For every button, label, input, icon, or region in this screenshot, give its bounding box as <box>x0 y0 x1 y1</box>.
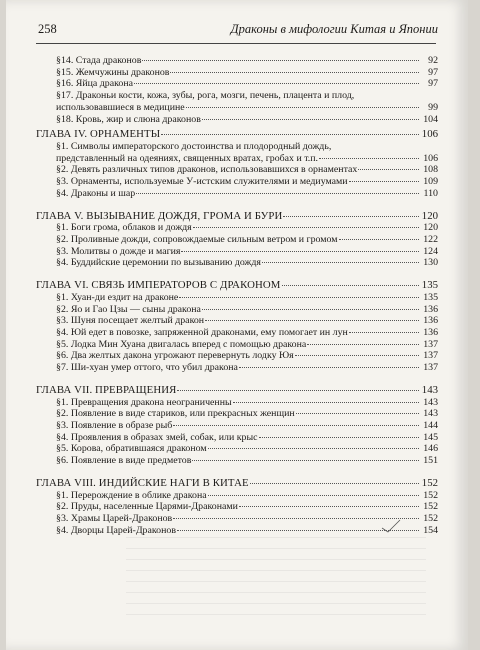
page-ref: 109 <box>423 176 438 188</box>
entry-title: §6. Два желтых дакона угрожают перевернуть лодку Юя <box>56 350 294 362</box>
running-title: Драконы в мифологии Китая и Японии <box>230 22 438 36</box>
entry-title: §2. Яо и Гао Цзы — сыны дракона <box>56 303 201 315</box>
chapter-title: ГЛАВА VII. ПРЕВРАЩЕНИЯ <box>36 383 177 396</box>
toc-entry <box>36 513 438 525</box>
page-ref: 137 <box>423 362 438 374</box>
dot-leader <box>295 355 419 356</box>
toc-entry <box>36 432 438 444</box>
dot-leader <box>179 297 419 298</box>
entry-title: §4. Юй едет в повозке, запряженной драконами, ему помогает ин лун <box>56 327 348 339</box>
toc-entry <box>36 327 438 339</box>
dot-leader <box>205 320 419 321</box>
entry-title: §14. Стада драконов <box>56 55 142 66</box>
dot-leader <box>283 216 419 217</box>
chapter-title: ГЛАВА IV. ОРНАМЕНТЫ <box>36 128 161 141</box>
toc-entry-continuation <box>36 102 438 114</box>
page-ref: 120 <box>421 209 438 222</box>
entry-title: §16. Яйца дракона <box>56 78 134 90</box>
toc-entry <box>36 501 438 513</box>
toc-entry <box>36 339 438 351</box>
page-ref: 92 <box>428 55 438 66</box>
chapter-title: ГЛАВА VIII. ИНДИЙСКИЕ НАГИ В КИТАЕ <box>36 476 249 489</box>
dot-leader <box>170 72 419 73</box>
page-ref: 97 <box>428 78 438 90</box>
page-ref: 152 <box>423 513 438 525</box>
chapter-heading <box>36 477 438 490</box>
chapter-title: ГЛАВА VI. СВЯЗЬ ИМПЕРАТОРОВ С ДРАКОНОМ <box>36 279 281 292</box>
toc-entry <box>36 257 438 269</box>
toc-entry <box>36 222 438 234</box>
toc-entry <box>36 188 438 200</box>
toc-entry <box>36 408 438 420</box>
dot-leader <box>239 506 419 507</box>
toc-entry <box>36 292 438 304</box>
entry-title: §4. Драконы и шар <box>56 187 136 199</box>
page-ref: 143 <box>421 383 438 396</box>
page-ref: 137 <box>423 350 438 362</box>
table-of-contents <box>36 55 438 536</box>
dot-leader <box>349 181 419 182</box>
chapter-heading <box>36 128 438 141</box>
page-ref: 136 <box>423 303 438 315</box>
page-ref: 154 <box>423 524 438 536</box>
dot-leader <box>208 448 419 449</box>
page-ref: 122 <box>423 234 438 246</box>
dot-leader <box>262 262 419 263</box>
page-ref: 152 <box>423 501 438 513</box>
toc-entry <box>36 234 438 246</box>
dot-leader <box>136 193 419 194</box>
dot-leader <box>250 483 419 484</box>
toc-entry-continuation <box>36 153 438 165</box>
book-page <box>6 0 468 650</box>
toc-entry <box>36 315 438 327</box>
dot-leader <box>259 437 420 438</box>
page-ref: 99 <box>428 101 438 113</box>
entry-title: §5. Корова, обратившаяся драконом <box>56 443 207 455</box>
page-ref: 124 <box>423 245 438 257</box>
entry-title: §4. Дворцы Царей-Драконов <box>56 524 176 536</box>
toc-entry <box>36 455 438 467</box>
page-ref: 110 <box>423 187 438 199</box>
entry-title: §3. Храмы Царей-Драконов <box>56 513 173 525</box>
page-ref: 108 <box>423 164 438 176</box>
dot-leader <box>202 309 419 310</box>
chapter-heading <box>36 279 438 292</box>
entry-title: §3. Появление в образе рыб <box>56 420 173 432</box>
entry-title: §5. Лодка Мин Хуана двигалась вперед с помощью дракона <box>56 338 307 350</box>
toc-entry <box>36 246 438 258</box>
page-ref: 136 <box>423 315 438 327</box>
page-ref: 135 <box>421 279 438 292</box>
dot-leader <box>193 227 419 228</box>
page-ref: 97 <box>428 66 438 78</box>
page-ref: 130 <box>423 257 438 269</box>
chapter-title: ГЛАВА V. ВЫЗЫВАНИЕ ДОЖДЯ, ГРОМА И БУРИ <box>36 209 283 222</box>
dot-leader <box>296 413 419 414</box>
pencil-checkmark-icon <box>380 519 402 533</box>
page-ref: 104 <box>423 113 438 125</box>
toc-entry <box>36 350 438 362</box>
page-ref: 152 <box>423 489 438 501</box>
dot-leader <box>177 390 419 391</box>
dot-leader <box>358 169 419 170</box>
dot-leader <box>134 83 419 84</box>
page-ref: 106 <box>421 128 438 141</box>
toc-entry <box>36 78 438 90</box>
dot-leader <box>161 134 419 135</box>
toc-entry <box>36 397 438 409</box>
chapter-heading <box>36 210 438 223</box>
toc-entry <box>36 141 438 153</box>
dot-leader <box>173 425 419 426</box>
page-ref: 137 <box>423 338 438 350</box>
page-ref: 143 <box>423 408 438 420</box>
dot-leader <box>181 251 419 252</box>
dot-leader <box>339 239 419 240</box>
toc-entry <box>36 67 438 79</box>
entry-title-continuation: представленный на одеяниях, священных вратах, гробах и т.п. <box>56 152 318 164</box>
entry-title: §1. Боги грома, облаков и дождя <box>56 222 192 234</box>
dot-leader <box>142 60 419 61</box>
dot-leader <box>233 402 419 403</box>
bleed-through-text <box>126 535 426 615</box>
entry-title: §7. Ши-хуан умер оттого, что убил дракона <box>56 362 238 374</box>
entry-title: §1. Символы императорского достоинства и плодородный дождь, <box>56 141 332 153</box>
toc-entry <box>36 164 438 176</box>
page-ref: 136 <box>423 327 438 339</box>
entry-title: §3. Молитвы о дожде и магия <box>56 245 181 257</box>
toc-entry <box>36 362 438 374</box>
entry-title: §2. Пруды, населенные Царями-Драконами <box>56 501 238 513</box>
entry-title: §2. Девять различных типов драконов, использовавшихся в орнаментах <box>56 164 358 176</box>
page-ref: 144 <box>423 420 438 432</box>
page-ref: 145 <box>423 431 438 443</box>
dot-leader <box>239 367 419 368</box>
entry-title: §4. Проявления в образах змей, собак, или крыс <box>56 431 258 443</box>
entry-title: §6. Появление в виде предметов <box>56 455 192 467</box>
header-rule <box>36 43 436 44</box>
page-ref: 106 <box>423 152 438 164</box>
entry-title: §18. Кровь, жир и слюна драконов <box>56 113 201 125</box>
dot-leader <box>192 460 419 461</box>
dot-leader <box>307 344 419 345</box>
entry-title: §1. Перерождение в облике дракона <box>56 489 207 501</box>
page-number: 258 <box>38 22 57 36</box>
toc-entry <box>36 304 438 316</box>
entry-title: §15. Жемчужины драконов <box>56 66 170 78</box>
toc-entry <box>36 420 438 432</box>
entry-title: §2. Проливные дожди, сопровождаемые сильным ветром и громом <box>56 234 338 246</box>
toc-entry <box>36 90 438 102</box>
dot-leader <box>186 107 419 108</box>
entry-title: §3. Орнаменты, используемые У-истским служителями и медиумами <box>56 176 348 188</box>
entry-title: §17. Драконьи кости, кожа, зубы, рога, мозги, печень, плацента и плод, <box>56 90 355 102</box>
chapter-heading <box>36 384 438 397</box>
entry-title: §3. Шуня посещает желтый дракон <box>56 315 205 327</box>
page-ref: 151 <box>423 455 438 467</box>
page-ref: 135 <box>423 291 438 303</box>
dot-leader <box>202 119 419 120</box>
toc-entry <box>36 490 438 502</box>
toc-entry <box>36 443 438 455</box>
page-ref: 120 <box>423 222 438 234</box>
page-ref: 152 <box>421 476 438 489</box>
entry-title: §4. Буддийские церемонии по вызыванию дождя <box>56 257 261 269</box>
dot-leader <box>349 332 419 333</box>
entry-title-continuation: использовавшиеся в медицине <box>56 101 185 113</box>
page-ref: 143 <box>423 396 438 408</box>
entry-title: §2. Появление в виде стариков, или прекрасных женщин <box>56 408 295 420</box>
entry-title: §1. Превращения дракона неограниченны <box>56 396 232 408</box>
entry-title: §1. Хуан-ди ездит на драконе <box>56 291 179 303</box>
page-ref: 146 <box>423 443 438 455</box>
toc-entry <box>36 114 438 126</box>
toc-entry <box>36 55 438 67</box>
dot-leader <box>282 285 420 286</box>
dot-leader <box>319 158 419 159</box>
dot-leader <box>208 495 419 496</box>
toc-entry <box>36 176 438 188</box>
running-head <box>24 22 438 42</box>
